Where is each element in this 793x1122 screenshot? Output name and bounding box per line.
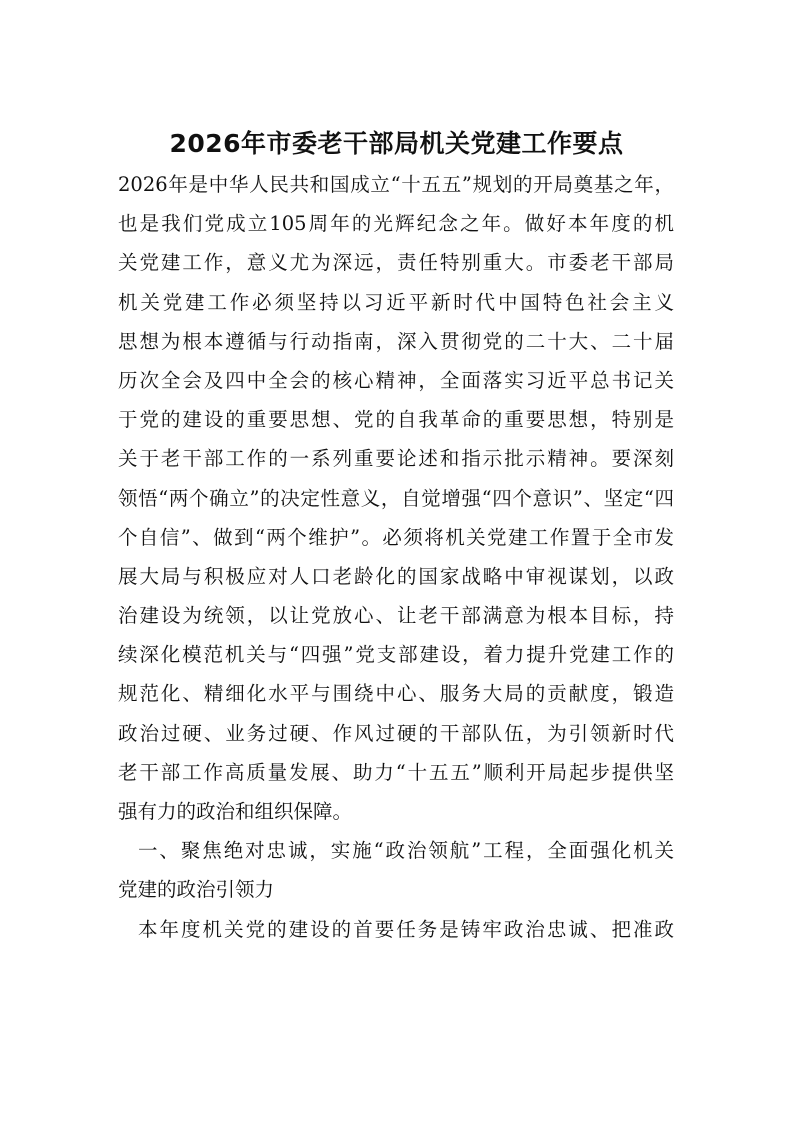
intro-line: 关党建工作，意义尤为深远，责任特别重大。市委老干部局 [118, 251, 674, 275]
section-body-line: 本年度机关党的建设的首要任务是铸牢政治忠诚、把准政 [138, 917, 674, 941]
intro-line: 治建设为统领，以让党放心、让老干部满意为根本目标，持 [118, 604, 674, 628]
intro-line: 展大局与积极应对人口老龄化的国家战略中审视谋划，以政 [118, 564, 674, 588]
intro-line: 强有力的政治和组织保障。 [118, 800, 353, 823]
intro-line: 2026年是中华人民共和国成立“十五五”规划的开局奠基之年， [118, 173, 674, 196]
intro-line: 老干部工作高质量发展、助力“十五五”顺利开局起步提供坚 [118, 760, 674, 784]
intro-line: 个自信”、做到“两个维护”。必须将机关党建工作置于全市发 [118, 525, 674, 549]
section-heading-line: 党建的政治引领力 [118, 878, 275, 902]
document-body [118, 165, 674, 949]
intro-line: 于党的建设的重要思想、党的自我革命的重要思想，特别是 [118, 408, 674, 432]
intro-line: 历次全会及四中全会的核心精神，全面落实习近平总书记关 [118, 368, 674, 392]
intro-line: 续深化模范机关与“四强”党支部建设，着力提升党建工作的 [118, 643, 674, 667]
section-heading-line: 一、聚焦绝对忠诚，实施“政治领航”工程，全面强化机关 [138, 839, 674, 863]
document-title: 2026年市委老干部局机关党建工作要点 [169, 129, 624, 158]
intro-line: 政治过硬、业务过硬、作风过硬的干部队伍，为引领新时代 [118, 721, 674, 745]
intro-line: 领悟“两个确立”的决定性意义，自觉增强“四个意识”、坚定“四 [118, 486, 674, 510]
intro-line: 机关党建工作必须坚持以习近平新时代中国特色社会主义 [118, 290, 674, 314]
intro-line: 也是我们党成立105周年的光辉纪念之年。做好本年度的机 [118, 212, 674, 236]
intro-line: 思想为根本遵循与行动指南，深入贯彻党的二十大、二十届 [118, 329, 674, 353]
intro-line: 关于老干部工作的一系列重要论述和指示批示精神。要深刻 [118, 447, 674, 471]
intro-line: 规范化、精细化水平与围绕中心、服务大局的贡献度，锻造 [118, 682, 674, 706]
